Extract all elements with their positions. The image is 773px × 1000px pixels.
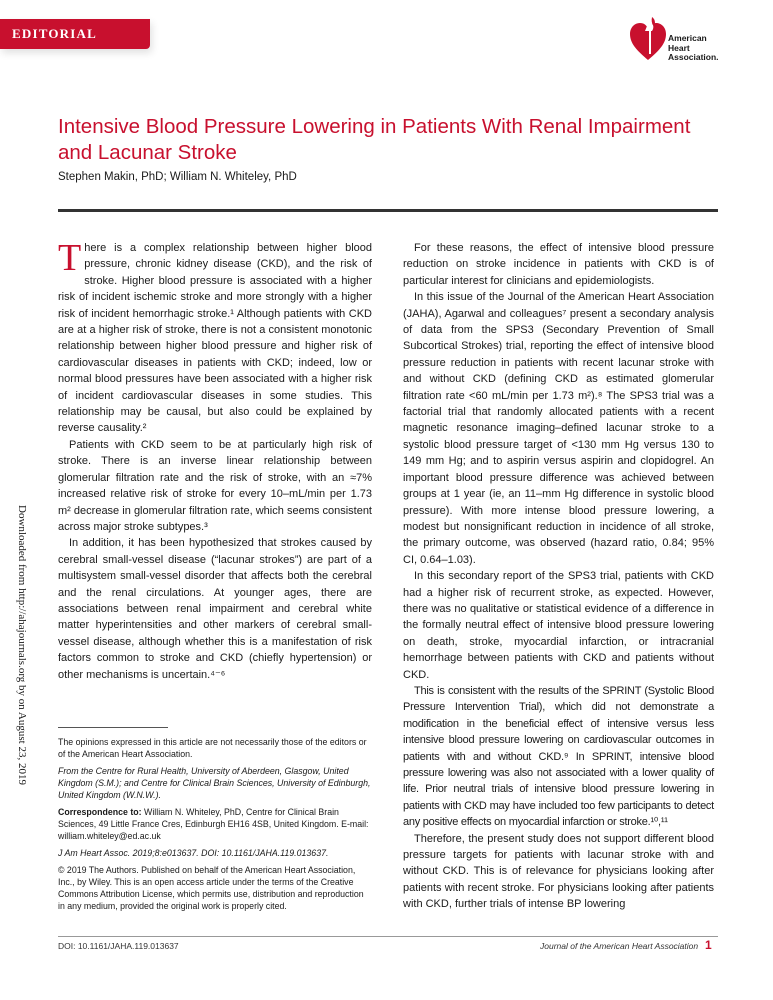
heart-torch-icon xyxy=(628,14,668,62)
body-paragraph-4: For these reasons, the effect of intensive blood pressure reduction on stroke incidence in patients with CKD is of particular interest for clinicians and epidemiologists. xyxy=(403,242,714,287)
footnote-rule xyxy=(58,727,168,728)
body-paragraph-3: In addition, it has been hypothesized that strokes caused by cerebral small-vessel disease (“lacunar strokes”) are part of a multisystem small-vessel disorder that affects both the cerebral and the renal circulations. At younger ages, there are associations between renal impairment and cerebral white matter hyperintensities and other markers of cerebral small-vessel disease, although whether this is a manifestation of risk factors common to stroke and CKD (chiefly hypertension) or other mechanisms is uncertain.⁴⁻⁶ xyxy=(58,537,372,681)
footnotes xyxy=(58,736,372,917)
aha-logo-text: American Heart Association. xyxy=(668,33,719,62)
footer-journal: Journal of the American Heart Association xyxy=(540,941,699,951)
footnote-copyright: © 2019 The Authors. Published on behalf of the American Heart Association, Inc., by Wiley. This is an open access article under the terms of the Creative Commons Attribution License, which permits use, distribution and reproduction in any medium, provided the original work is properly cited. xyxy=(58,865,364,911)
left-column xyxy=(58,237,372,683)
download-watermark: Downloaded from http://ahajournals.org by on August 23, 2019 xyxy=(16,505,28,785)
footnote-correspondence: Correspondence to: William N. Whiteley, PhD, Centre for Clinical Brain Sciences, 49 Little France Cres, Edinburgh EH16 4SB, United Kingdom. E-mail: william.whiteley@ed.ac.uk xyxy=(58,807,369,841)
footer-rule xyxy=(58,936,718,937)
article-title: Intensive Blood Pressure Lowering in Patients With Renal Impairment and Lacunar Stroke xyxy=(58,115,691,164)
body-paragraph-1: There is a complex relationship between higher blood pressure, chronic kidney disease (CKD), and the risk of stroke. Higher blood pressure is associated with a higher risk of incident ischemic stroke and more strongly with a higher risk of incident hemorrhagic stroke.¹ Although patients with CKD are at a higher risk of stroke, there is not a consistent monotonic relationship between higher blood pressure and higher risk of cardiovascular diseases in patients with CKD; indeed, low or normal blood pressures have been associated with a higher risk of incident cardiovascular diseases in some studies. This relationship may be causal, but also could be explained by reverse causality.² xyxy=(58,237,372,435)
editorial-tag: EDITORIAL xyxy=(0,19,150,49)
body-paragraph-6: In this secondary report of the SPS3 trial, patients with CKD had a higher risk of recurrent stroke, as expected. However, there was no qualitative or statistical evidence of a difference in the formally neutral effect of intensive blood pressure lowering on death, stroke, myocardial infarction, or intracranial hemorrhage between patients with CKD and patients without CKD. xyxy=(403,570,714,681)
body-paragraph-7: This is consistent with the results of the SPRINT (Systolic Blood Pressure Intervention Trial), which did not demonstrate a modification in the beneficial effect of intensive versus less intensive blood pressure lowering on cardiovascular outcomes in patients with and without CKD.⁹ In SPRINT, intensive blood pressure lowering was also not associated with a lower quality of life. Prior neutral trials of intensive blood pressure lowering in patients with CKD may have included too few participants to detect any positive effects on myocardial infarction or stroke.¹⁰,¹¹ xyxy=(403,684,714,829)
body-paragraph-2: Patients with CKD seem to be at particularly high risk of stroke. There is an inverse linear relationship between glomerular filtration rate and the risk of stroke, with an ≈7% increased relative risk of stroke for every 10‒mL/min per 1.73 m² decrease in glomerular filtration rate, which seems consistent across major stroke subtypes.³ xyxy=(58,438,372,533)
right-column xyxy=(403,240,714,913)
body-paragraph-8: Therefore, the present study does not support different blood pressure targets for patients with lacunar stroke with and without CKD. This is of relevance for physicians looking after patients with recent stroke. For physicians looking after patients with CKD, further trials of intense BP lowering xyxy=(403,832,714,911)
footnote-affiliation: From the Centre for Rural Health, University of Aberdeen, Glasgow, United Kingdom (S.M.); and Centre for Clinical Brain Sciences, University of Edinburgh, United Kingdom (W.N.W.). xyxy=(58,766,371,800)
article-authors: Stephen Makin, PhD; William N. Whiteley, PhD xyxy=(58,171,297,183)
drop-cap: T xyxy=(58,237,82,279)
aha-logo xyxy=(628,14,728,62)
footnote-opinions: The opinions expressed in this article are not necessarily those of the editors or of the American Heart Association. xyxy=(58,737,367,759)
footer-doi[interactable]: DOI: 10.1161/JAHA.119.013637 xyxy=(58,941,179,951)
header-rule xyxy=(58,209,718,212)
footnote-citation: J Am Heart Assoc. 2019;8:e013637. DOI: 10.1161/JAHA.119.013637. xyxy=(58,848,329,858)
body-paragraph-5: In this issue of the Journal of the American Heart Association (JAHA), Agarwal and colleagues⁷ present a secondary analysis of data from the SPS3 (Secondary Prevention of Small Subcortical Strokes) trial, reporting the effect of intensive blood pressure reduction in patients with recent lacunar stroke with and without CKD (defining CKD as estimated glomerular filtration rate <60 mL/min per 1.73 m²).⁸ The SPS3 trial was a factorial trial that randomly allocated patients with a recent magnetic resonance imaging–defined lacunar stroke to a systolic blood pressure target of <130 mm Hg versus 130 to 149 mm Hg; and to aspirin versus aspirin and clopidogrel. An important blood pressure difference was achieved between groups at 1 year (ie, an 11–mm Hg difference in systolic blood pressure). With more intense blood pressure lowering, a modest but nonsignificant reduction in incidence of all stroke, the primary outcome, was observed (hazard ratio, 0.84; 95% CI, 0.64–1.03). xyxy=(403,291,714,566)
page-number: 1 xyxy=(705,938,712,952)
